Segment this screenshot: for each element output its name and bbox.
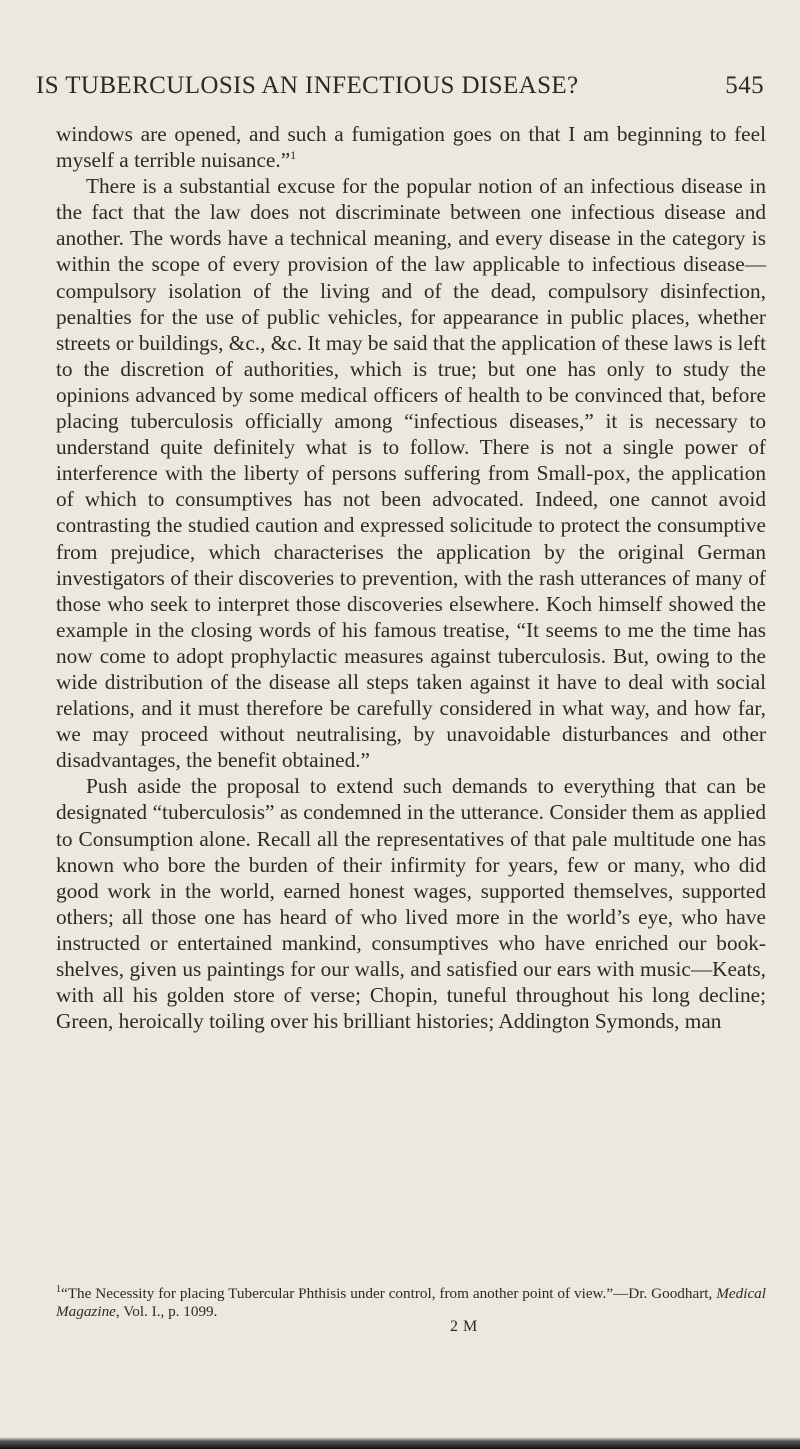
page-edge-shadow <box>0 1437 800 1449</box>
footnote <box>56 1285 766 1320</box>
body-text <box>56 121 766 1034</box>
paragraph-1 <box>56 121 766 173</box>
footnote-reference: 1 <box>290 148 297 162</box>
footnote-mark: 1 <box>56 1283 61 1295</box>
paragraph-3: Push aside the proposal to extend such demands to everything that can be designated “tuberculosis” as condemned in the utterance. Consider them as applied to Consumption alone. Recall all the representatives of that pale multitude one has known who bore the burden of their infirmity for years, few or many, who did good work in the world, earned honest wages, supported themselves, supported others; all those one has heard of who lived more in the world’s eye, who have instructed or entertained mankind, consumptives who have enriched our book-shelves, given us paintings for our walls, and satisfied our ears with music—Keats, with all his golden store of verse; Chopin, tuneful throughout his long decline; Green, heroically toiling over his brilliant histories; Addington Symonds, man <box>56 774 766 1034</box>
footnote-text-end: , Vol. I., p. 1099. <box>115 1302 218 1320</box>
running-title: IS TUBERCULOSIS AN INFECTIOUS DISEASE? <box>36 72 579 99</box>
footnote-source: Medical Magazine <box>56 1285 766 1320</box>
paragraph-2: There is a substantial excuse for the popular notion of an infectious disease in the fact that the law does not discriminate between one infectious disease and another. The words have a technical meaning, and every disease in the category is within the scope of every provision of the law applicable to infectious disease—compulsory isolation of the living and of the dead, compulsory disinfection, penalties for the use of public vehicles, for appearance in public places, whether streets or buildings, &c., &c. It may be said that the application of these laws is left to the discretion of authorities, which is true; but one has only to study the opinions advanced by some medical officers of health to be convinced that, before placing tuberculosis officially among “infectious diseases,” it is necessary to understand quite definitely what is to follow. There is not a single power of interference with the liberty of persons suffering from Small-pox, the application of which to consumptives has not been advocated. Indeed, one cannot avoid contrasting the studied caution and expressed solicitude to protect the consumptive from prejudice, which characterises the application by the original German investigators of their discoveries to prevention, with the rash utterances of many of those who seek to interpret those discoveries elsewhere. Koch himself showed the example in the closing words of his famous treatise, “It seems to me the time has now come to adopt prophylactic measures against tuberculosis. But, owing to the wide distribution of the disease all steps taken against it have to deal with social relations, and it must therefore be carefully considered in what way, and how far, we may proceed without neutralising, by unavoidable disturbances and other disadvantages, the benefit obtained.” <box>56 174 766 773</box>
signature-mark: 2 M <box>450 1318 478 1335</box>
paragraph-1-text: windows are opened, and such a fumigation goes on that I am beginning to feel myself a terrible nuisance.” <box>56 122 766 173</box>
running-header <box>36 72 764 106</box>
footnote-text: “The Necessity for placing Tubercular Phthisis under control, from another point of view.”—Dr. Goodhart, <box>61 1285 717 1302</box>
page-number: 545 <box>725 72 764 99</box>
